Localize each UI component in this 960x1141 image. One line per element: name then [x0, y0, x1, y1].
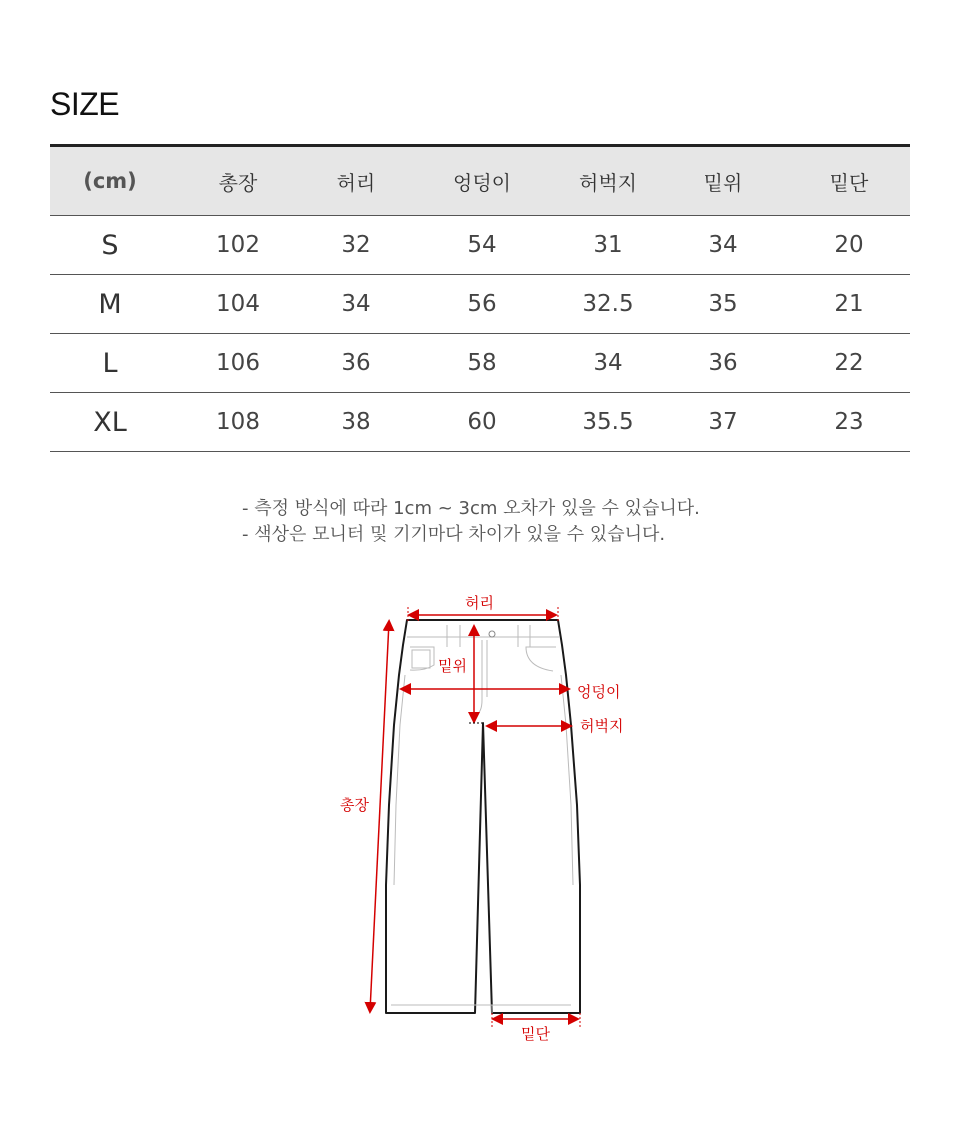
label-thigh: 허벅지: [580, 717, 624, 735]
label-waist: 허리: [465, 594, 494, 612]
page-title: SIZE: [50, 86, 120, 122]
notes: [242, 496, 700, 548]
table-cell: 106: [170, 334, 306, 393]
size-cell: L: [50, 334, 170, 393]
table-cell: 56: [406, 275, 558, 334]
table-row: [50, 216, 910, 275]
table-cell: 60: [406, 393, 558, 452]
table-cell: 32: [306, 216, 406, 275]
table-cell: 37: [658, 393, 788, 452]
table-cell: 58: [406, 334, 558, 393]
note-measurement: - 측정 방식에 따라 1cm ~ 3cm 오차가 있을 수 있습니다.: [242, 498, 700, 519]
table-cell: 36: [658, 334, 788, 393]
table-row: [50, 334, 910, 393]
table-cell: 34: [558, 334, 658, 393]
size-table: [50, 144, 910, 452]
pants-illustration: [330, 585, 650, 1055]
table-cell: 102: [170, 216, 306, 275]
table-cell: 35: [658, 275, 788, 334]
table-cell: 22: [788, 334, 910, 393]
table-cell: 21: [788, 275, 910, 334]
table-cell: 36: [306, 334, 406, 393]
table-cell: 34: [306, 275, 406, 334]
header-rise: 밑위: [658, 146, 788, 216]
header-unit: (cm): [50, 146, 170, 216]
size-cell: M: [50, 275, 170, 334]
header-hip: 엉덩이: [406, 146, 558, 216]
table-cell: 104: [170, 275, 306, 334]
table-cell: 32.5: [558, 275, 658, 334]
header-waist: 허리: [306, 146, 406, 216]
table-cell: 31: [558, 216, 658, 275]
header-total-length: 총장: [170, 146, 306, 216]
table-cell: 23: [788, 393, 910, 452]
table-header-row: [50, 146, 910, 216]
table-cell: 38: [306, 393, 406, 452]
size-cell: XL: [50, 393, 170, 452]
table-row: [50, 275, 910, 334]
table-cell: 54: [406, 216, 558, 275]
table-cell: 35.5: [558, 393, 658, 452]
header-hem: 밑단: [788, 146, 910, 216]
label-hip: 엉덩이: [577, 683, 621, 701]
label-length: 총장: [340, 796, 369, 814]
table-cell: 34: [658, 216, 788, 275]
table-row: [50, 393, 910, 452]
table-cell: 20: [788, 216, 910, 275]
table-cell: 108: [170, 393, 306, 452]
size-cell: S: [50, 216, 170, 275]
note-color: - 색상은 모니터 및 기기마다 차이가 있을 수 있습니다.: [242, 524, 666, 545]
header-thigh: 허벅지: [558, 146, 658, 216]
label-hem: 밑단: [521, 1025, 550, 1043]
pants-diagram: [330, 585, 650, 1055]
label-rise: 밑위: [438, 657, 467, 675]
